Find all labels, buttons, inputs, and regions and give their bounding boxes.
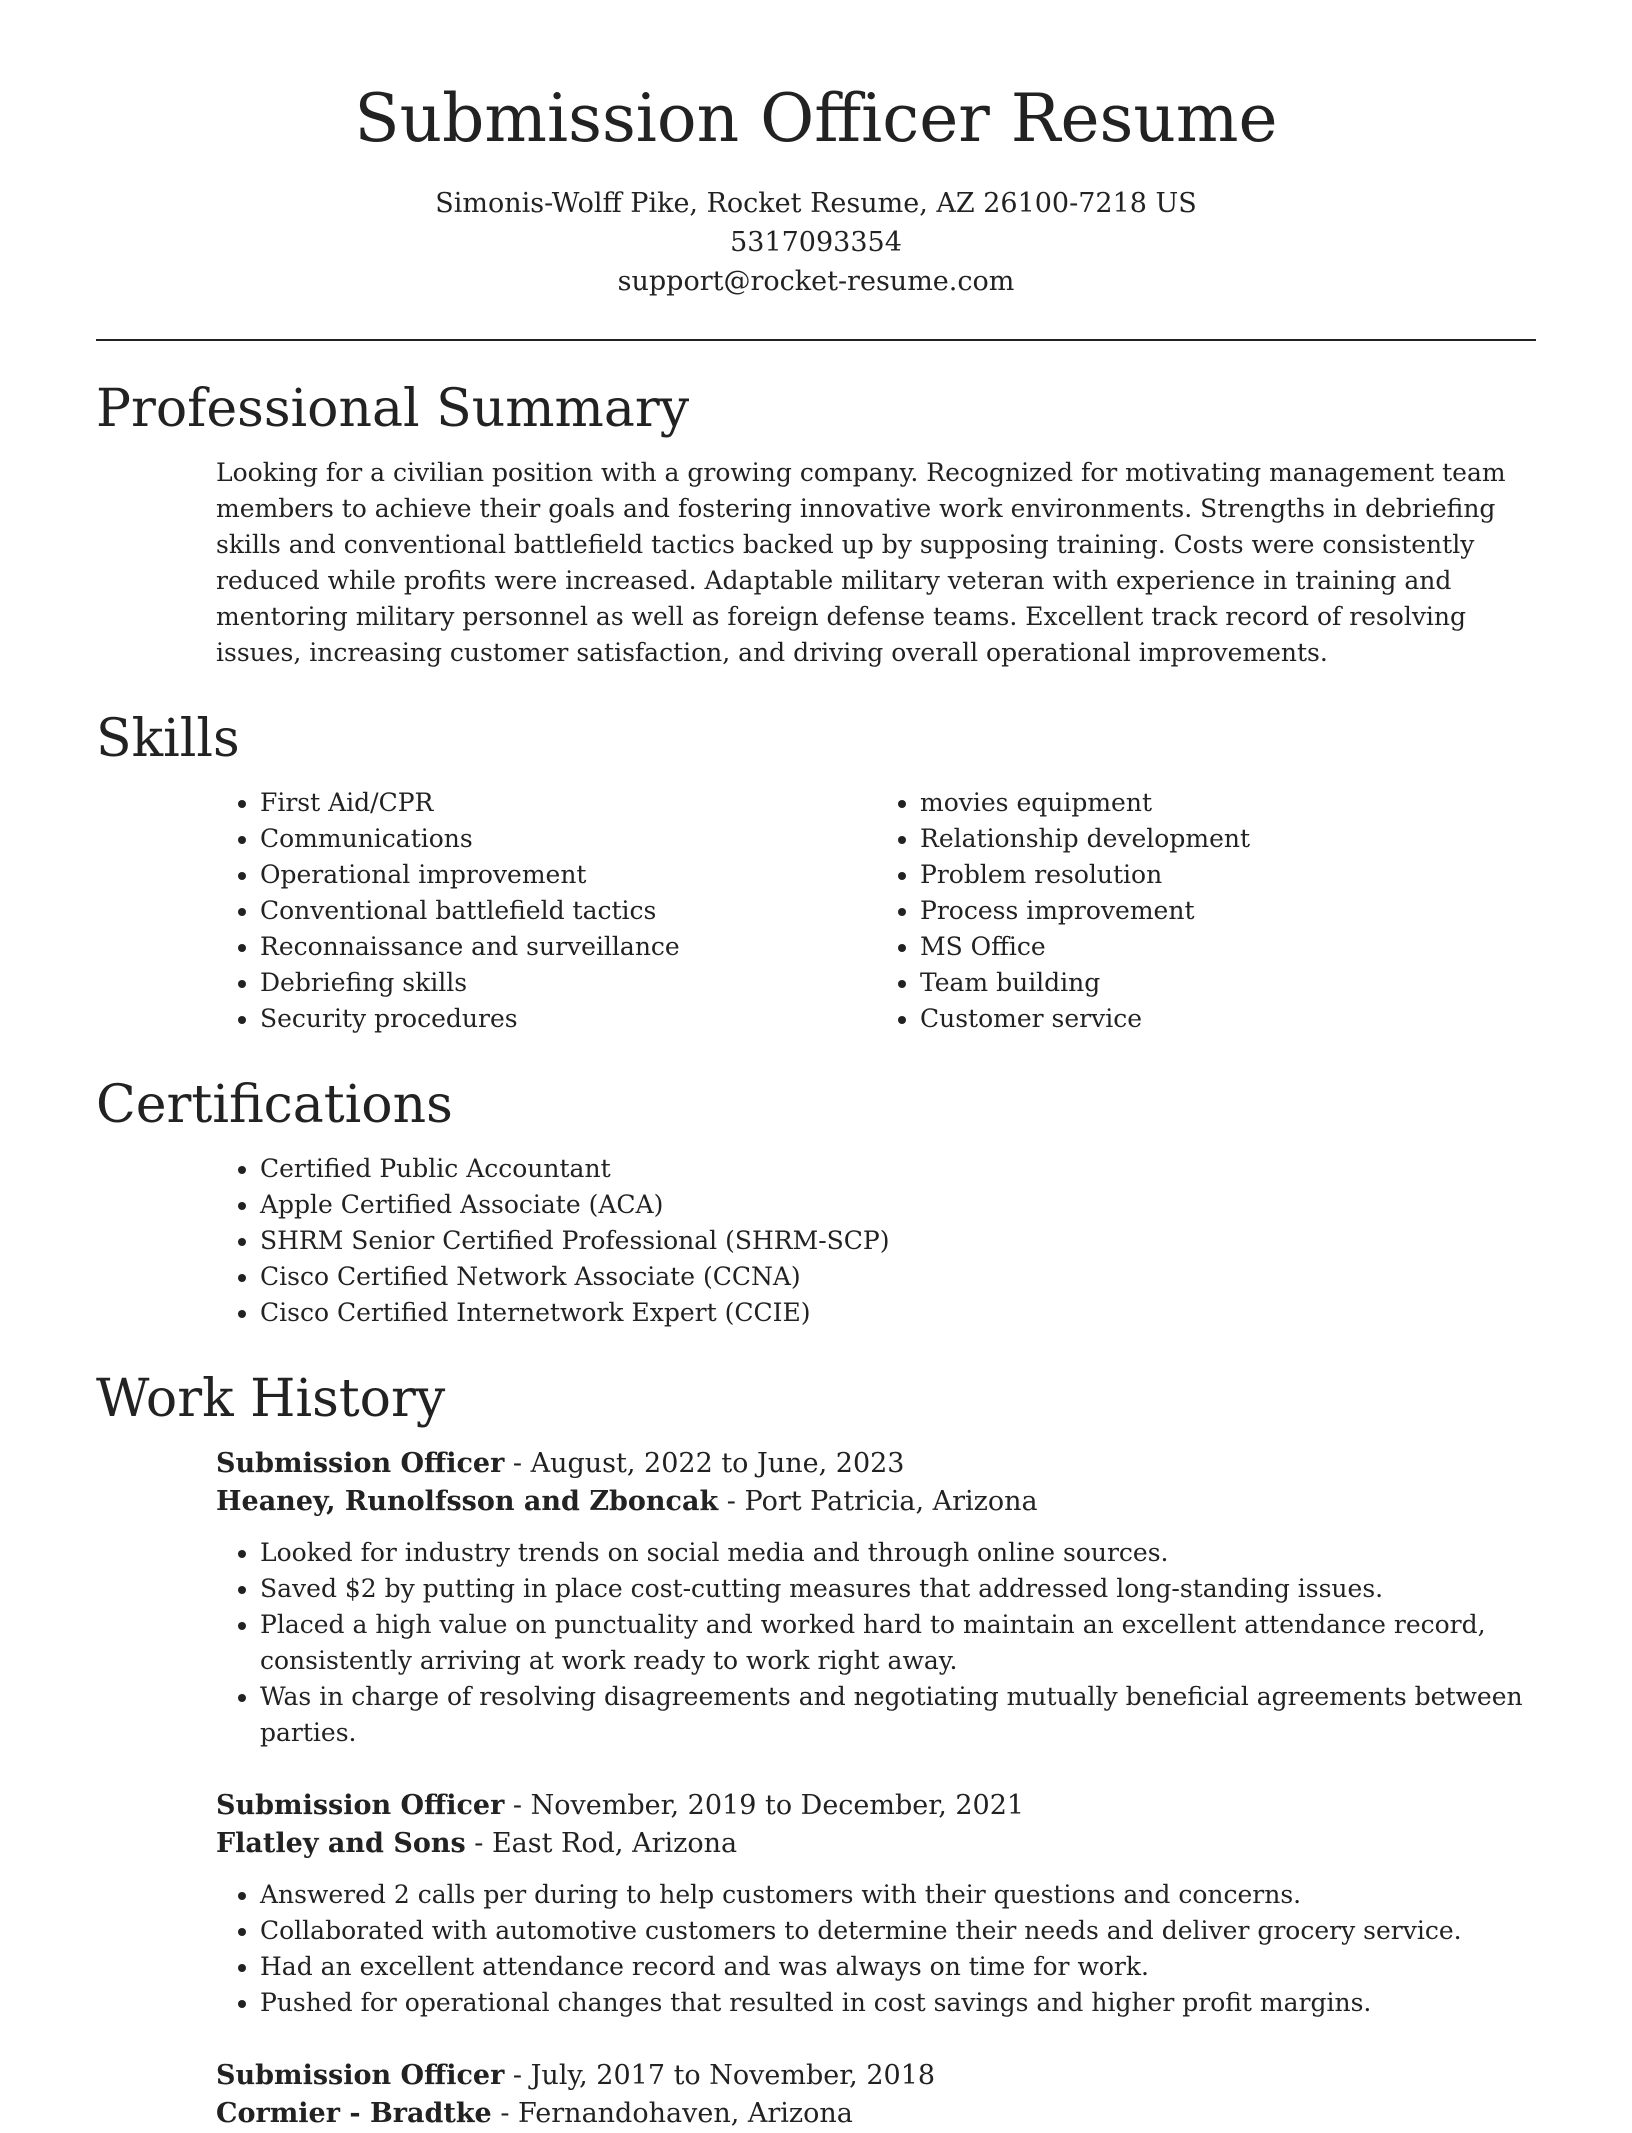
job-entry (216, 2057, 1536, 2133)
job-dates: - November, 2019 to December, 2021 (504, 1790, 1025, 1821)
certification-item: • Cisco Certified Internetwork Expert (CCIE) (260, 1295, 1536, 1331)
skill-item: • Process improvement (920, 893, 1536, 929)
skill-item: • Security procedures (260, 1001, 876, 1037)
skill-item: • Conventional battlefield tactics (260, 893, 876, 929)
skills-heading: Skills (96, 709, 240, 769)
contact-address: Simonis-Wolff Pike, Rocket Resume, AZ 26100-7218 US (435, 188, 1197, 219)
summary-heading: Professional Summary (96, 379, 690, 439)
skills-list-left (216, 785, 876, 1037)
skill-item: • MS Office (920, 929, 1536, 965)
job-bullets (216, 1535, 1536, 1751)
work-history-heading: Work History (96, 1369, 446, 1429)
job-location: - East Rod, Arizona (465, 1828, 738, 1859)
job-role: Submission Officer (216, 1790, 505, 1821)
certification-item: • Certified Public Accountant (260, 1151, 1536, 1187)
job-role: Submission Officer (216, 1448, 505, 1479)
summary-section (96, 379, 1536, 671)
skill-item: • Customer service (920, 1001, 1536, 1037)
job-entry (216, 1445, 1536, 1751)
certification-item: • SHRM Senior Certified Professional (SHRM-SCP) (260, 1223, 1536, 1259)
certifications-list (216, 1151, 1536, 1331)
job-company: Flatley and Sons (216, 1828, 466, 1859)
job-bullets (216, 1877, 1536, 2021)
job-company-line (216, 1825, 1536, 1863)
job-title-line (216, 1787, 1536, 1825)
resume-header (96, 0, 1536, 301)
job-title-line (216, 1445, 1536, 1483)
certification-item: • Cisco Certified Network Associate (CCNA) (260, 1259, 1536, 1295)
certification-item: • Apple Certified Associate (ACA) (260, 1187, 1536, 1223)
skills-column-left (216, 785, 876, 1037)
skill-item: • First Aid/CPR (260, 785, 876, 821)
skill-item: • Communications (260, 821, 876, 857)
skill-item: • Team building (920, 965, 1536, 1001)
job-bullet: • Had an excellent attendance record and was always on time for work. (260, 1949, 1536, 1985)
job-company: Cormier - Bradtke (216, 2098, 492, 2129)
job-dates: - July, 2017 to November, 2018 (504, 2060, 936, 2091)
job-company-line (216, 1483, 1536, 1521)
job-dates: - August, 2022 to June, 2023 (504, 1448, 905, 1479)
header-divider (96, 339, 1536, 341)
job-location: - Fernandohaven, Arizona (491, 2098, 853, 2129)
skill-item: • Reconnaissance and surveillance (260, 929, 876, 965)
job-role: Submission Officer (216, 2060, 505, 2091)
summary-text: Looking for a civilian position with a growing company. Recognized for motivating management team members to achieve their goals and fostering innovative work environments. Strengths in debriefing skills and conventional battlefield tactics backed up by supposing training. Costs were consistently reduced while profits were increased. Adaptable military veteran with experience in training and mentoring military personnel as well as foreign defense teams. Excellent track record of resolving issues, increasing customer satisfaction, and driving overall operational improvements. (216, 458, 1506, 667)
skills-grid (216, 785, 1536, 1037)
job-bullet: • Was in charge of resolving disagreements and negotiating mutually beneficial agreements between parties. (260, 1679, 1536, 1751)
job-bullet: • Saved $2 by putting in place cost-cutting measures that addressed long-standing issues. (260, 1571, 1536, 1607)
skills-column-right (876, 785, 1536, 1037)
job-title-line (216, 2057, 1536, 2095)
skill-item: • movies equipment (920, 785, 1536, 821)
contact-phone: 5317093354 (730, 227, 902, 258)
job-company: Heaney, Runolfsson and Zboncak (216, 1486, 719, 1517)
skill-item: • Relationship development (920, 821, 1536, 857)
contact-email: support@rocket-resume.com (617, 266, 1015, 297)
certifications-heading: Certifications (96, 1075, 453, 1135)
job-bullet: • Placed a high value on punctuality and worked hard to maintain an excellent attendance record, consistently arriving at work ready to work right away. (260, 1607, 1536, 1679)
skill-item: • Problem resolution (920, 857, 1536, 893)
skill-item: • Operational improvement (260, 857, 876, 893)
job-entry (216, 1787, 1536, 2021)
skill-item: • Debriefing skills (260, 965, 876, 1001)
skills-section (96, 709, 1536, 1037)
job-bullet: • Pushed for operational changes that resulted in cost savings and higher profit margins. (260, 1985, 1536, 2021)
job-bullet: • Answered 2 calls per during to help customers with their questions and concerns. (260, 1877, 1536, 1913)
resume-title: Submission Officer Resume (354, 80, 1278, 157)
job-location: - Port Patricia, Arizona (718, 1486, 1038, 1517)
job-bullet: • Looked for industry trends on social media and through online sources. (260, 1535, 1536, 1571)
certifications-section (96, 1075, 1536, 1331)
work-history-section (96, 1369, 1536, 2133)
job-company-line (216, 2095, 1536, 2133)
skills-list-right (876, 785, 1536, 1037)
job-bullet: • Collaborated with automotive customers to determine their needs and deliver grocery service. (260, 1913, 1536, 1949)
